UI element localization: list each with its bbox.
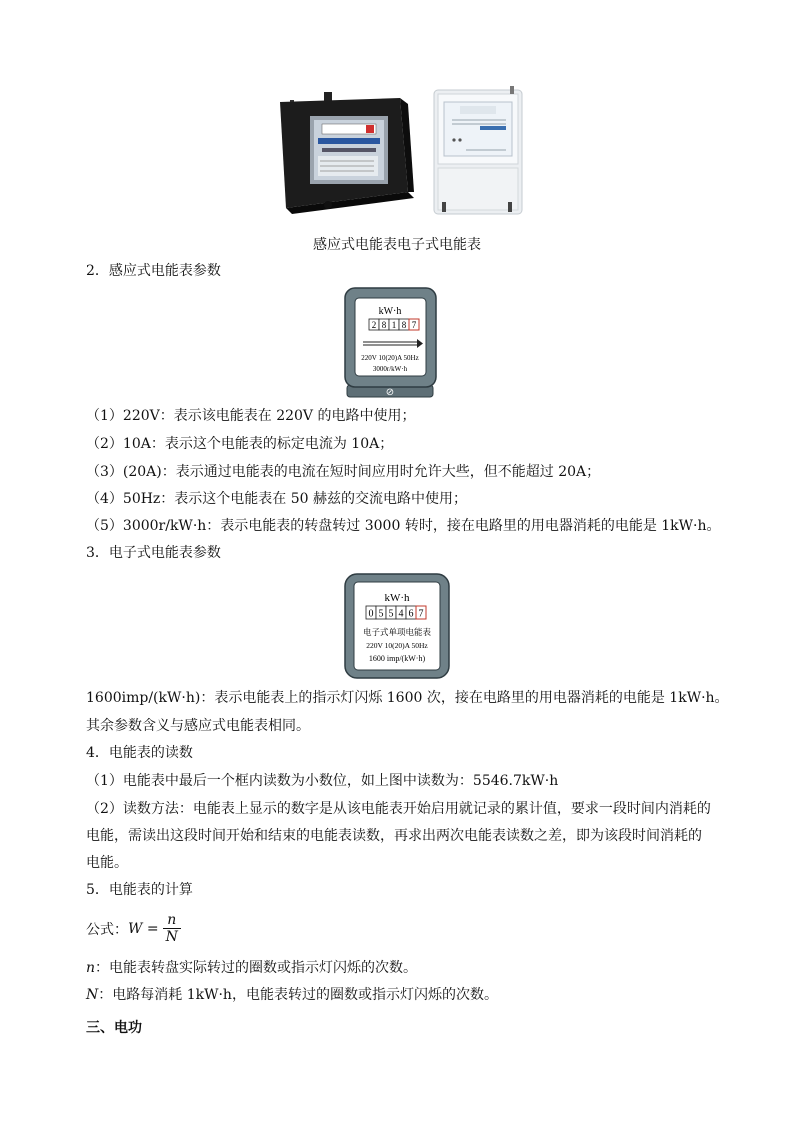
digit-1: 0 (368, 608, 374, 620)
reading-item-1: （1）电能表中最后一个框内读数为小数位，如上图中读数为：5546.7kW·h (86, 773, 559, 789)
digit-4: 4 (398, 608, 404, 620)
n-description: ：电能表转盘实际转过的圈数或指示灯闪烁的次数。 (95, 960, 418, 976)
digit-boxes (369, 319, 419, 330)
digit-boxes (366, 606, 426, 620)
section-5-heading: 5．电能表的计算 (86, 882, 193, 898)
digit-1: 2 (371, 320, 377, 330)
meter-name: 电子式单项电能表 (362, 628, 432, 638)
param-item-2: （2）10A：表示这个电能表的标定电流为 10A； (86, 436, 394, 452)
formula-denominator: N (163, 928, 181, 945)
energy-formula (86, 912, 181, 945)
meter-spec-2: 1600 imp/(kW·h) (368, 654, 426, 663)
n-definition (86, 958, 417, 978)
meter-photos (270, 84, 532, 224)
digit-3: 1 (391, 320, 397, 330)
N-symbol: N (86, 987, 99, 1003)
section-2-heading: 2．感应式电能表参数 (86, 263, 221, 279)
param-item-3: （3）(20A)：表示通过电能表的电流在短时间应用时允许大些，但不能超过 20A； (86, 464, 601, 480)
section-electric-work-heading: 三、电功 (86, 1020, 142, 1036)
induction-meter-diagram (343, 286, 438, 400)
digit-5: 6 (408, 608, 414, 620)
digit-5: 7 (411, 320, 417, 330)
formula-numerator: n (167, 912, 177, 928)
formula-label: 公式： (86, 921, 128, 938)
meter-spec-1: 220V 10(20)A 50Hz (366, 641, 428, 650)
param-item-5: （5）3000r/kW·h：表示电能表的转盘转过 3000 转时，接在电路里的用电器消耗的电能是 1kW·h。 (86, 518, 721, 534)
digit-4: 8 (401, 320, 407, 330)
digit-2: 5 (378, 608, 384, 620)
digit-6: 7 (418, 608, 424, 620)
meter-spec-1: 220V 10(20)A 50Hz (361, 354, 419, 362)
meter-unit-label: kW·h (384, 592, 410, 604)
formula-lhs: W = (128, 920, 159, 937)
meter-spec-2: 3000r/kW·h (372, 365, 408, 373)
N-definition (86, 985, 498, 1005)
electronic-meter-diagram (343, 572, 451, 680)
digit-2: 8 (381, 320, 387, 330)
meter-unit-label: kW·h (378, 306, 402, 317)
electronic-meter-photo (434, 86, 522, 214)
section-4-heading: 4．电能表的读数 (86, 745, 193, 761)
reading-item-2-line-2: 电能，需读出这段时间开始和结束的电能表读数，再求出两次电能表读数之差，即为该段时间消耗的 (86, 828, 702, 844)
n-symbol: n (86, 960, 96, 976)
other-params-note: 其余参数含义与感应式电能表相同。 (86, 718, 310, 734)
reading-item-2-line-3: 电能。 (86, 855, 128, 871)
figure-caption: 感应式电能表电子式电能表 (313, 237, 481, 253)
digit-3: 5 (388, 608, 394, 620)
imp-explanation: 1600imp/(kW·h)：表示电能表上的指示灯闪烁 1600 次，接在电路里的用电器消耗的电能是 1kW·h。 (86, 690, 729, 706)
formula-fraction (163, 912, 181, 945)
induction-meter-photo (280, 92, 414, 214)
reading-item-2-line-1: （2）读数方法：电能表上显示的数字是从该电能表开始启用就记录的累计值，要求一段时间内消耗的 (86, 801, 711, 817)
section-3-heading: 3．电子式电能表参数 (86, 545, 221, 561)
meter-footer-symbol: ⊘ (385, 387, 395, 398)
param-item-1: （1）220V：表示该电能表在 220V 的电路中使用； (86, 408, 416, 424)
param-item-4: （4）50Hz：表示这个电能表在 50 赫兹的交流电路中使用； (86, 491, 468, 507)
N-description: ：电路每消耗 1kW·h，电能表转过的圈数或指示灯闪烁的次数。 (98, 987, 498, 1003)
